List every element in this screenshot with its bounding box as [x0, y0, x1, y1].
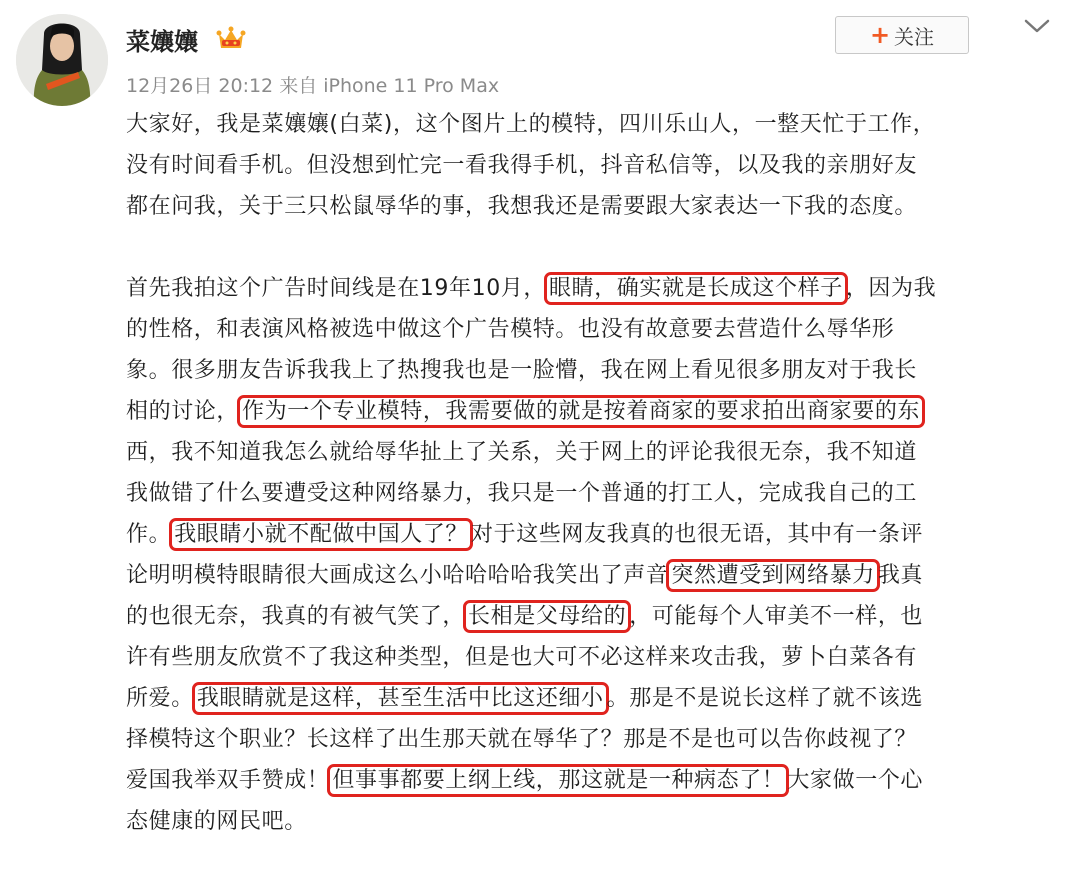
text-segment: 。那是不是说长这样了就不该选 — [606, 686, 924, 711]
text-segment: 的也很无奈，我真的有被气笑了， — [126, 604, 466, 629]
post-line — [126, 555, 1046, 596]
post-line: 许有些朋友欣赏不了我这种类型，但是也大可不必这样来攻击我，萝卜白菜各有 — [126, 645, 918, 670]
highlighted-phrase: 我眼睛就是这样，甚至生活中比这还细小 — [192, 682, 609, 715]
text-segment: 对于这些网友我真的也很无语，其中有一条评 — [471, 522, 924, 547]
post-line: 象。很多朋友告诉我我上了热搜我也是一脸懵，我在网上看见很多朋友对于我长 — [126, 358, 918, 383]
post-line — [126, 391, 1046, 432]
text-segment: 大家做一个心 — [787, 768, 924, 793]
post-line: 都在问我，关于三只松鼠辱华的事，我想我还是需要跟大家表达一下我的态度。 — [126, 194, 918, 219]
highlighted-phrase: 作为一个专业模特，我需要做的就是按着商家的要求拍出商家要的东 — [237, 395, 925, 428]
post-line — [126, 514, 1046, 555]
paragraph-gap — [126, 227, 1046, 268]
text-segment: ，可能每个人审美不一样，也 — [629, 604, 924, 629]
text-segment: 相的讨论， — [126, 399, 240, 424]
text-segment: 我真 — [877, 563, 924, 588]
highlighted-phrase: 长相是父母给的 — [463, 600, 631, 633]
follow-button[interactable] — [835, 16, 969, 54]
text-segment: 论明明模特眼睛很大画成这么小哈哈哈哈我笑出了声音 — [126, 563, 669, 588]
post-line — [126, 268, 1046, 309]
post-line — [126, 596, 1046, 637]
post-line: 西，我不知道我怎么就给辱华扯上了关系，关于网上的评论我很无奈，我不知道 — [126, 440, 918, 465]
post-line: 大家好，我是菜孃孃(白菜)，这个图片上的模特，四川乐山人，一整天忙于工作， — [126, 112, 936, 137]
post-line: 择模特这个职业？长这样了出生那天就在辱华了？那是不是也可以告你歧视了？ — [126, 727, 918, 752]
highlighted-phrase: 我眼睛小就不配做中国人了？ — [169, 518, 473, 551]
highlighted-phrase: 眼睛，确实就是长成这个样子 — [544, 272, 848, 305]
post-line: 的性格，和表演风格被选中做这个广告模特。也没有故意要去营造什么辱华形 — [126, 317, 895, 342]
chevron-down-icon[interactable] — [1020, 14, 1054, 38]
text-segment: 作。 — [126, 522, 172, 547]
text-segment: 爱国我举双手赞成！ — [126, 768, 330, 793]
username[interactable]: 菜孃孃 — [126, 28, 198, 56]
avatar[interactable] — [16, 14, 108, 106]
post-line: 我做错了什么要遭受这种网络暴力，我只是一个普通的打工人，完成我自己的工 — [126, 481, 918, 506]
post-line: 没有时间看手机。但没想到忙完一看我得手机，抖音私信等，以及我的亲朋好友 — [126, 153, 918, 178]
highlighted-phrase: 但事事都要上纲上线，那这就是一种病态了！ — [327, 764, 789, 797]
text-segment: ，因为我 — [845, 276, 937, 301]
post-body — [126, 104, 1046, 842]
follow-label: 关注 — [894, 24, 935, 49]
post-line — [126, 678, 1046, 719]
text-segment: 所爱。 — [126, 686, 194, 711]
post-meta: 12月26日 20:12 来自 iPhone 11 Pro Max — [126, 75, 500, 97]
crown-icon — [216, 26, 246, 52]
highlighted-phrase: 突然遭受到网络暴力 — [666, 559, 879, 592]
post-line: 态健康的网民吧。 — [126, 809, 307, 834]
text-segment: 首先我拍这个广告时间线是在19年10月， — [126, 276, 546, 301]
post-line — [126, 760, 1046, 801]
plus-icon: + — [869, 21, 891, 49]
